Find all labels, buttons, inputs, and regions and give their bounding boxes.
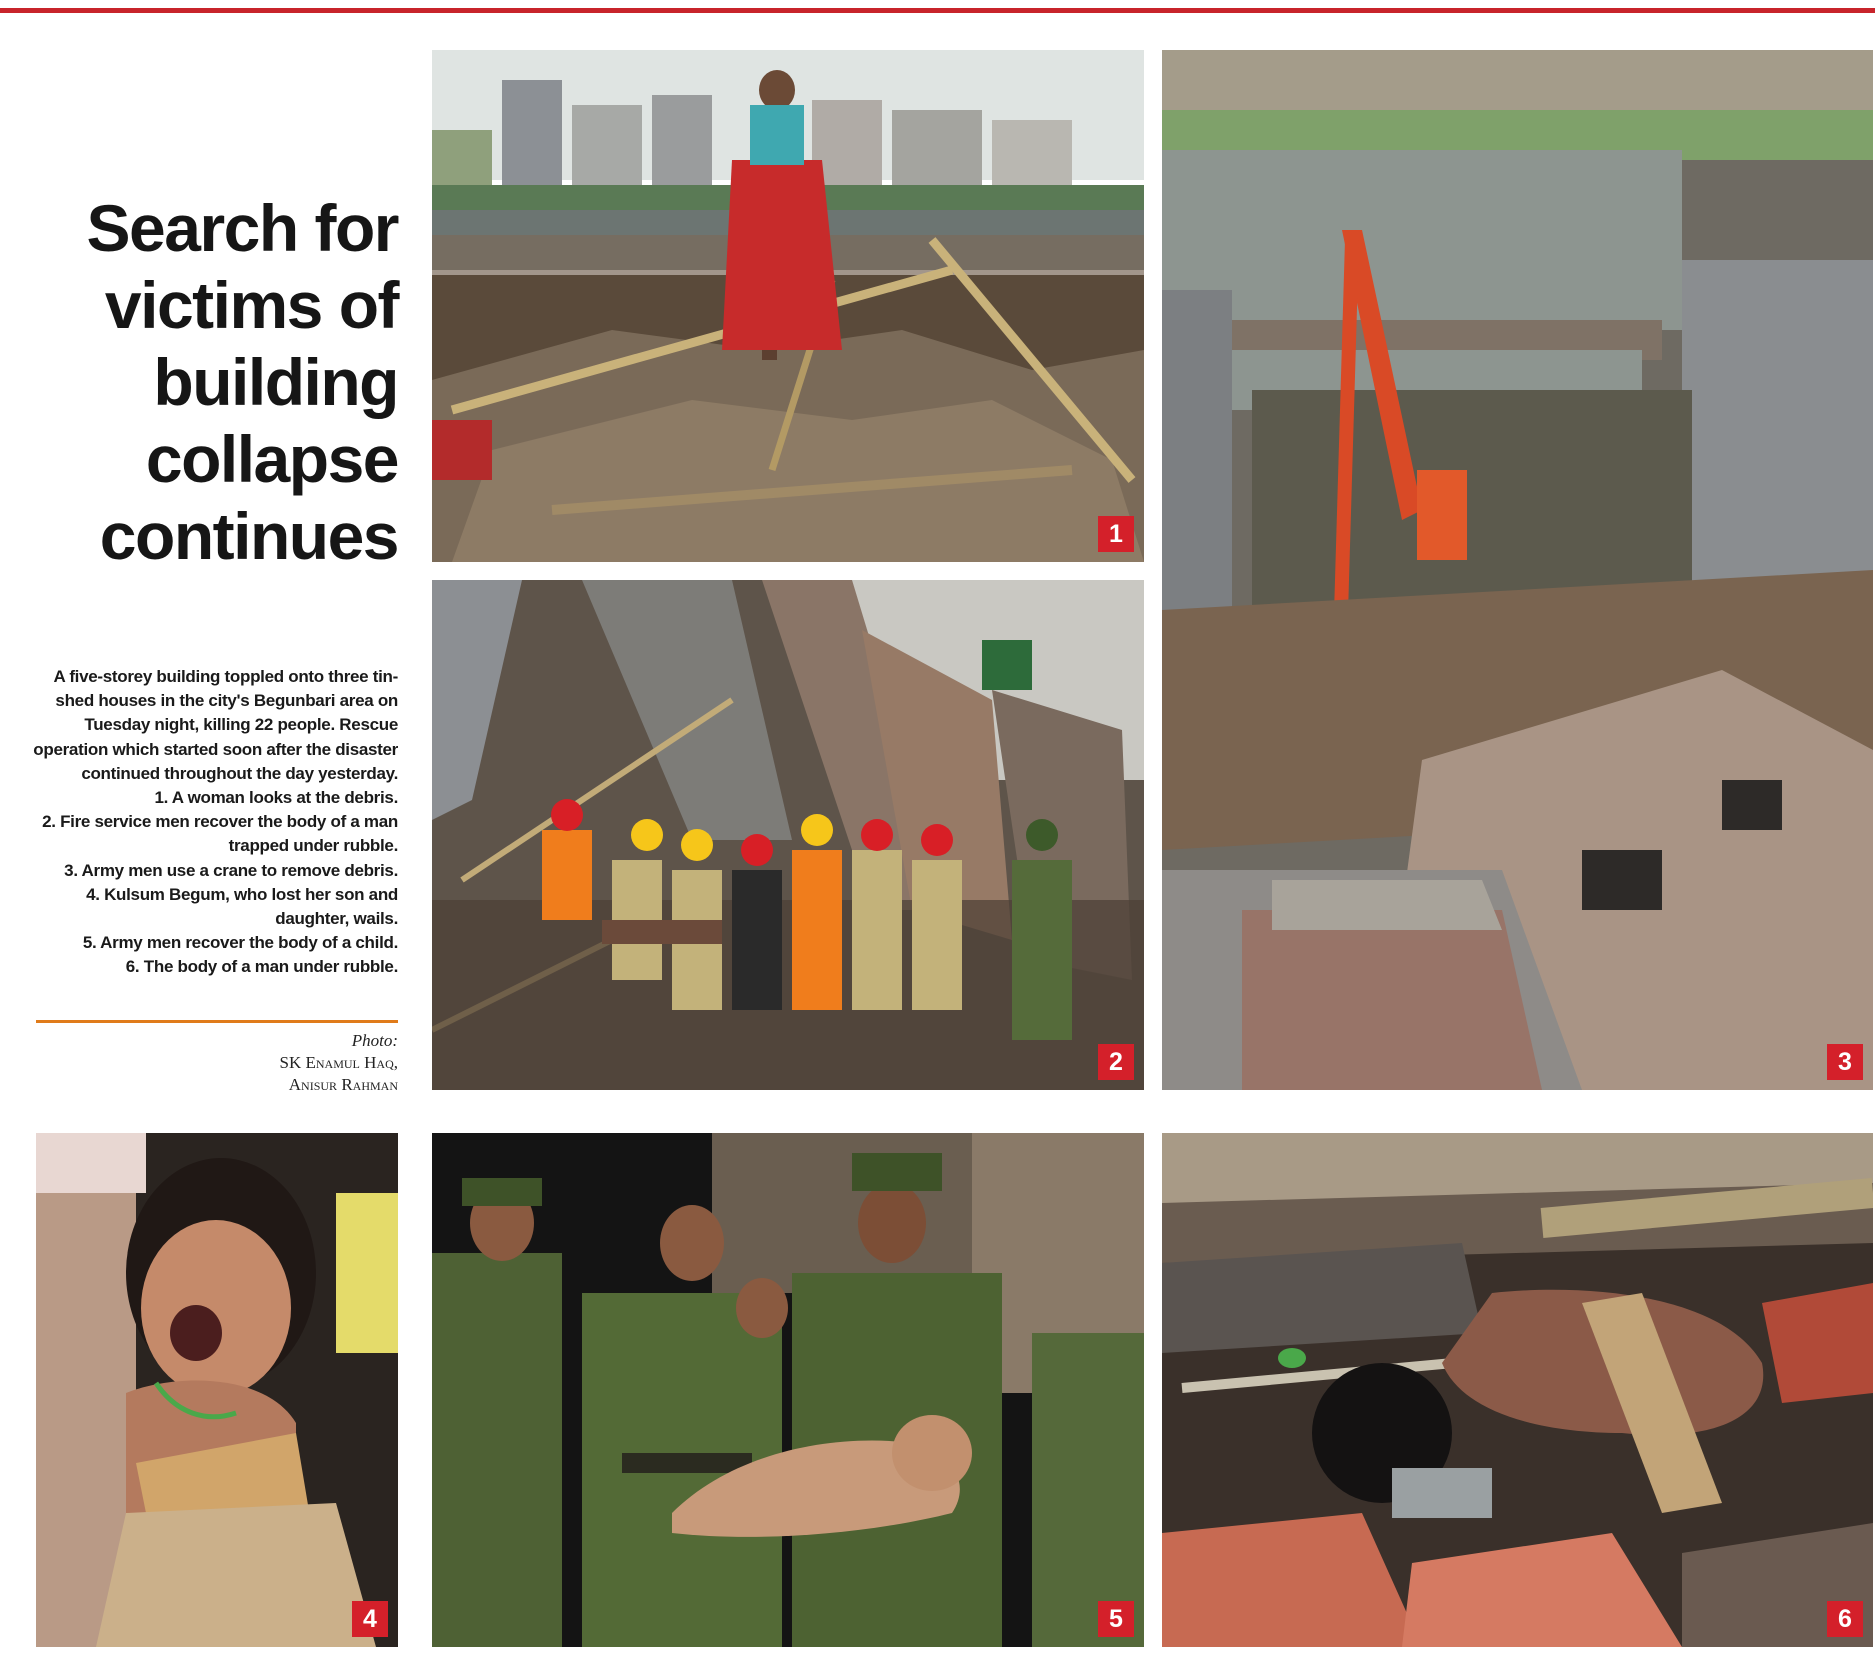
caption-item: 1. A woman looks at the debris. xyxy=(154,788,398,808)
headline xyxy=(40,190,398,575)
headline-line: continues xyxy=(99,499,398,573)
photo-credit xyxy=(150,1030,398,1096)
woman-on-debris-photo xyxy=(432,50,1144,562)
caption-intro: A five-storey building toppled onto three tin-shed houses in the city's Begunbari area on Tuesday night, killing 22 people. Rescue operation which started soon after the disaster continued throughout the day yesterday. xyxy=(33,667,398,783)
fire-service-rescue-image xyxy=(432,580,1144,1090)
caption-item: 2. Fire service men recover the body of a man trapped under rubble. xyxy=(42,812,398,856)
photo-number-badge: 2 xyxy=(1098,1044,1134,1080)
headline-line: building xyxy=(153,345,398,419)
fire-service-rescue-photo xyxy=(432,580,1144,1090)
army-carrying-child-image xyxy=(432,1133,1144,1647)
body-under-rubble-image xyxy=(1162,1133,1873,1647)
photo-number-badge: 4 xyxy=(352,1601,388,1637)
caption-item: 5. Army men recover the body of a child. xyxy=(82,933,398,953)
headline-line: collapse xyxy=(145,422,398,496)
army-carrying-child-photo xyxy=(432,1133,1144,1647)
crane-removing-debris-photo xyxy=(1162,50,1873,1090)
caption-divider xyxy=(36,1020,398,1023)
crane-removing-debris-image xyxy=(1162,50,1873,1090)
photo-caption xyxy=(30,665,398,980)
credit-label: Photo: xyxy=(351,1031,398,1050)
credit-name: Anisur Rahman xyxy=(288,1075,398,1094)
woman-wailing-image xyxy=(36,1133,398,1647)
woman-on-debris-image xyxy=(432,50,1144,562)
caption-item: 6. The body of a man under rubble. xyxy=(125,957,398,977)
photo-number-badge: 1 xyxy=(1098,516,1134,552)
photo-number-badge: 5 xyxy=(1098,1601,1134,1637)
caption-item: 4. Kulsum Begum, who lost her son and daughter, wails. xyxy=(86,884,398,929)
photo-number-badge: 3 xyxy=(1827,1044,1863,1080)
caption-item: 3. Army men use a crane to remove debris. xyxy=(64,860,398,880)
headline-line: victims of xyxy=(104,268,398,342)
top-rule xyxy=(0,8,1875,13)
woman-wailing-photo xyxy=(36,1133,398,1647)
photo-number-badge: 6 xyxy=(1827,1601,1863,1637)
credit-name: SK Enamul Haq, xyxy=(279,1053,398,1072)
headline-line: Search for xyxy=(86,191,398,265)
body-under-rubble-photo xyxy=(1162,1133,1873,1647)
